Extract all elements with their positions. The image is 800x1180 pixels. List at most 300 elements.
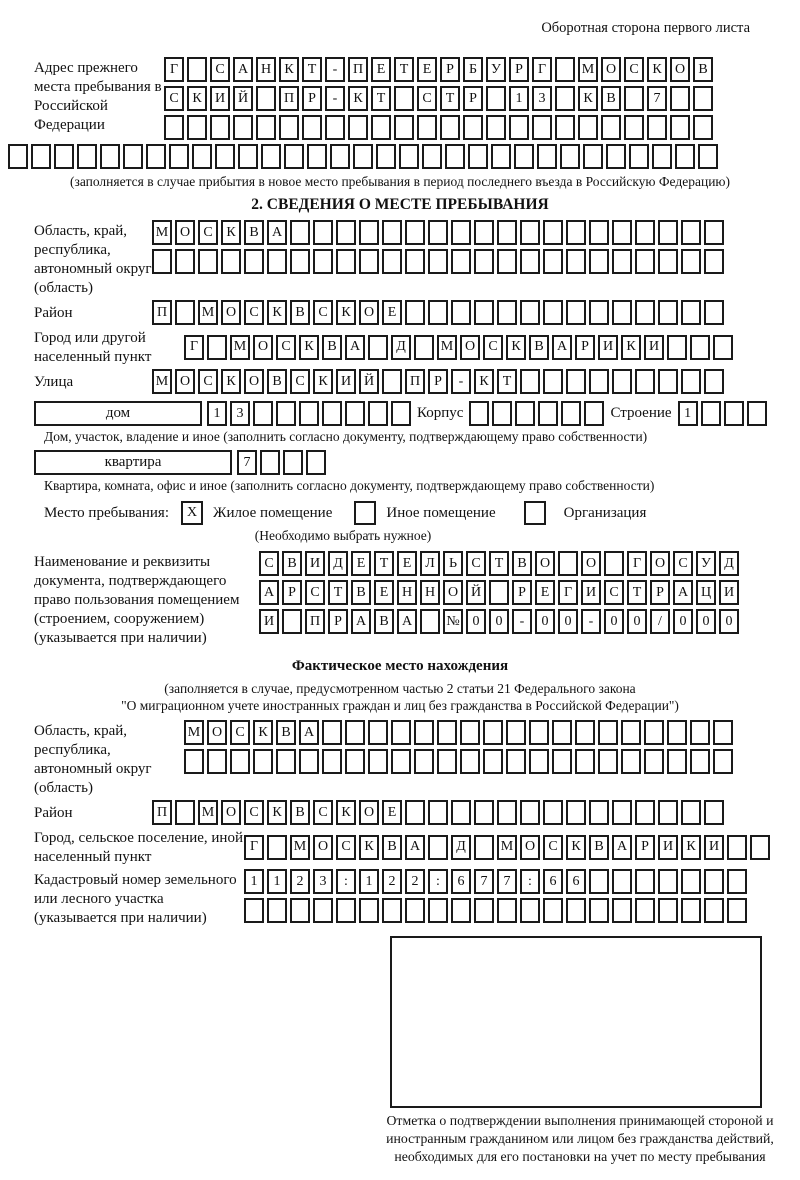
char-cell[interactable] bbox=[215, 144, 235, 169]
char-cell[interactable] bbox=[256, 86, 276, 111]
char-cell[interactable]: В bbox=[290, 800, 310, 825]
char-cell[interactable]: М bbox=[497, 835, 517, 860]
char-cell[interactable] bbox=[437, 749, 457, 774]
char-cell[interactable] bbox=[598, 749, 618, 774]
char-cell[interactable]: П bbox=[152, 800, 172, 825]
char-cell[interactable]: С bbox=[604, 580, 624, 605]
char-cell[interactable]: Й bbox=[233, 86, 253, 111]
char-cell[interactable] bbox=[538, 401, 558, 426]
char-cell[interactable] bbox=[552, 749, 572, 774]
char-cell[interactable] bbox=[336, 898, 356, 923]
char-cell[interactable] bbox=[307, 144, 327, 169]
char-cell[interactable] bbox=[589, 220, 609, 245]
char-cell[interactable] bbox=[394, 115, 414, 140]
char-cell[interactable] bbox=[612, 369, 632, 394]
char-cell[interactable] bbox=[750, 835, 770, 860]
char-cell[interactable]: А bbox=[351, 609, 371, 634]
char-cell[interactable] bbox=[704, 369, 724, 394]
char-cell[interactable] bbox=[394, 86, 414, 111]
char-cell[interactable] bbox=[690, 720, 710, 745]
char-cell[interactable]: С bbox=[198, 220, 218, 245]
char-cell[interactable] bbox=[658, 369, 678, 394]
char-cell[interactable] bbox=[566, 249, 586, 274]
char-cell[interactable] bbox=[192, 144, 212, 169]
char-cell[interactable]: К bbox=[348, 86, 368, 111]
char-cell[interactable] bbox=[589, 249, 609, 274]
char-cell[interactable]: - bbox=[581, 609, 601, 634]
char-cell[interactable] bbox=[474, 300, 494, 325]
char-cell[interactable] bbox=[451, 800, 471, 825]
char-cell[interactable] bbox=[658, 300, 678, 325]
char-cell[interactable]: Т bbox=[489, 551, 509, 576]
char-cell[interactable]: С bbox=[673, 551, 693, 576]
char-cell[interactable]: Ь bbox=[443, 551, 463, 576]
char-cell[interactable]: 0 bbox=[604, 609, 624, 634]
char-cell[interactable]: О bbox=[359, 300, 379, 325]
char-cell[interactable] bbox=[543, 898, 563, 923]
char-cell[interactable] bbox=[612, 300, 632, 325]
char-cell[interactable]: Т bbox=[374, 551, 394, 576]
char-cell[interactable]: 1 bbox=[207, 401, 227, 426]
char-cell[interactable]: 1 bbox=[678, 401, 698, 426]
char-cell[interactable] bbox=[704, 220, 724, 245]
char-cell[interactable] bbox=[31, 144, 51, 169]
char-cell[interactable] bbox=[624, 115, 644, 140]
char-cell[interactable] bbox=[520, 369, 540, 394]
char-cell[interactable]: Т bbox=[371, 86, 391, 111]
char-cell[interactable]: К bbox=[187, 86, 207, 111]
char-cell[interactable]: 6 bbox=[543, 869, 563, 894]
char-cell[interactable]: К bbox=[566, 835, 586, 860]
char-cell[interactable]: А bbox=[345, 335, 365, 360]
char-cell[interactable] bbox=[612, 869, 632, 894]
char-cell[interactable] bbox=[175, 800, 195, 825]
char-cell[interactable] bbox=[681, 249, 701, 274]
char-cell[interactable] bbox=[359, 220, 379, 245]
char-cell[interactable] bbox=[299, 401, 319, 426]
char-cell[interactable] bbox=[670, 115, 690, 140]
char-cell[interactable]: 0 bbox=[696, 609, 716, 634]
char-cell[interactable]: Е bbox=[382, 300, 402, 325]
char-cell[interactable] bbox=[428, 835, 448, 860]
char-cell[interactable]: П bbox=[279, 86, 299, 111]
char-cell[interactable] bbox=[713, 720, 733, 745]
char-cell[interactable] bbox=[460, 720, 480, 745]
char-cell[interactable]: В bbox=[601, 86, 621, 111]
char-cell[interactable]: Р bbox=[428, 369, 448, 394]
char-cell[interactable]: К bbox=[359, 835, 379, 860]
char-cell[interactable] bbox=[713, 749, 733, 774]
char-cell[interactable]: С bbox=[276, 335, 296, 360]
char-cell[interactable] bbox=[598, 720, 618, 745]
char-cell[interactable] bbox=[123, 144, 143, 169]
char-cell[interactable]: В bbox=[693, 57, 713, 82]
char-cell[interactable]: С bbox=[336, 835, 356, 860]
char-cell[interactable] bbox=[353, 144, 373, 169]
char-cell[interactable]: Т bbox=[497, 369, 517, 394]
char-cell[interactable]: Д bbox=[719, 551, 739, 576]
char-cell[interactable]: Т bbox=[302, 57, 322, 82]
char-cell[interactable]: С bbox=[305, 580, 325, 605]
char-cell[interactable]: В bbox=[529, 335, 549, 360]
char-cell[interactable] bbox=[693, 115, 713, 140]
char-cell[interactable] bbox=[437, 720, 457, 745]
char-cell[interactable] bbox=[313, 898, 333, 923]
char-cell[interactable]: 0 bbox=[558, 609, 578, 634]
char-cell[interactable]: М bbox=[152, 369, 172, 394]
char-cell[interactable] bbox=[336, 220, 356, 245]
char-cell[interactable]: О bbox=[253, 335, 273, 360]
char-cell[interactable] bbox=[704, 800, 724, 825]
char-cell[interactable]: Р bbox=[302, 86, 322, 111]
char-cell[interactable]: 7 bbox=[647, 86, 667, 111]
char-cell[interactable] bbox=[621, 749, 641, 774]
char-cell[interactable]: У bbox=[696, 551, 716, 576]
char-cell[interactable]: И bbox=[259, 609, 279, 634]
char-cell[interactable] bbox=[681, 220, 701, 245]
char-cell[interactable]: Д bbox=[328, 551, 348, 576]
char-cell[interactable] bbox=[635, 369, 655, 394]
char-cell[interactable] bbox=[658, 220, 678, 245]
char-cell[interactable]: 0 bbox=[535, 609, 555, 634]
char-cell[interactable] bbox=[486, 115, 506, 140]
char-cell[interactable]: 2 bbox=[290, 869, 310, 894]
char-cell[interactable]: В bbox=[282, 551, 302, 576]
char-cell[interactable] bbox=[451, 220, 471, 245]
char-cell[interactable]: П bbox=[348, 57, 368, 82]
char-cell[interactable] bbox=[681, 369, 701, 394]
char-cell[interactable]: Р bbox=[509, 57, 529, 82]
char-cell[interactable] bbox=[612, 249, 632, 274]
char-cell[interactable]: О bbox=[244, 369, 264, 394]
char-cell[interactable] bbox=[693, 86, 713, 111]
char-cell[interactable]: 3 bbox=[230, 401, 250, 426]
char-cell[interactable]: В bbox=[512, 551, 532, 576]
char-cell[interactable]: 0 bbox=[489, 609, 509, 634]
char-cell[interactable] bbox=[282, 609, 302, 634]
char-cell[interactable]: 0 bbox=[719, 609, 739, 634]
char-cell[interactable]: С bbox=[417, 86, 437, 111]
char-cell[interactable] bbox=[543, 220, 563, 245]
char-cell[interactable] bbox=[704, 898, 724, 923]
char-cell[interactable] bbox=[187, 57, 207, 82]
char-cell[interactable] bbox=[299, 749, 319, 774]
char-cell[interactable] bbox=[635, 220, 655, 245]
char-cell[interactable] bbox=[330, 144, 350, 169]
char-cell[interactable] bbox=[391, 720, 411, 745]
char-cell[interactable] bbox=[451, 898, 471, 923]
char-cell[interactable] bbox=[474, 898, 494, 923]
char-cell[interactable]: Б bbox=[463, 57, 483, 82]
char-cell[interactable] bbox=[701, 401, 721, 426]
char-cell[interactable] bbox=[543, 369, 563, 394]
char-cell[interactable]: / bbox=[650, 609, 670, 634]
char-cell[interactable] bbox=[621, 720, 641, 745]
char-cell[interactable] bbox=[405, 220, 425, 245]
char-cell[interactable]: 1 bbox=[359, 869, 379, 894]
char-cell[interactable]: В bbox=[589, 835, 609, 860]
char-cell[interactable] bbox=[469, 401, 489, 426]
char-cell[interactable]: О bbox=[221, 300, 241, 325]
char-cell[interactable]: К bbox=[221, 220, 241, 245]
char-cell[interactable] bbox=[555, 57, 575, 82]
char-cell[interactable] bbox=[509, 115, 529, 140]
char-cell[interactable]: И bbox=[658, 835, 678, 860]
char-cell[interactable] bbox=[169, 144, 189, 169]
char-cell[interactable]: Г bbox=[244, 835, 264, 860]
char-cell[interactable] bbox=[391, 749, 411, 774]
char-cell[interactable] bbox=[290, 249, 310, 274]
char-cell[interactable] bbox=[681, 800, 701, 825]
char-cell[interactable] bbox=[420, 609, 440, 634]
char-cell[interactable] bbox=[589, 869, 609, 894]
char-cell[interactable]: А bbox=[233, 57, 253, 82]
char-cell[interactable] bbox=[253, 749, 273, 774]
char-cell[interactable] bbox=[290, 898, 310, 923]
char-cell[interactable] bbox=[267, 249, 287, 274]
char-cell[interactable]: Д bbox=[391, 335, 411, 360]
char-cell[interactable] bbox=[261, 144, 281, 169]
char-cell[interactable]: 2 bbox=[405, 869, 425, 894]
char-cell[interactable] bbox=[690, 749, 710, 774]
char-cell[interactable] bbox=[612, 898, 632, 923]
char-cell[interactable] bbox=[558, 551, 578, 576]
char-cell[interactable]: С bbox=[543, 835, 563, 860]
char-cell[interactable]: А bbox=[405, 835, 425, 860]
char-cell[interactable] bbox=[368, 749, 388, 774]
char-cell[interactable]: С bbox=[259, 551, 279, 576]
char-cell[interactable] bbox=[368, 720, 388, 745]
char-cell[interactable]: К bbox=[267, 800, 287, 825]
char-cell[interactable] bbox=[284, 144, 304, 169]
char-cell[interactable]: С bbox=[244, 800, 264, 825]
char-cell[interactable]: М bbox=[230, 335, 250, 360]
char-cell[interactable]: Е bbox=[382, 800, 402, 825]
char-cell[interactable]: М bbox=[184, 720, 204, 745]
char-cell[interactable]: И bbox=[581, 580, 601, 605]
char-cell[interactable]: 1 bbox=[244, 869, 264, 894]
char-cell[interactable] bbox=[566, 898, 586, 923]
char-cell[interactable]: 7 bbox=[237, 450, 257, 475]
char-cell[interactable]: В bbox=[374, 609, 394, 634]
char-cell[interactable]: М bbox=[198, 300, 218, 325]
char-cell[interactable] bbox=[520, 898, 540, 923]
char-cell[interactable]: У bbox=[486, 57, 506, 82]
char-cell[interactable] bbox=[612, 220, 632, 245]
char-cell[interactable] bbox=[658, 898, 678, 923]
char-cell[interactable]: Й bbox=[359, 369, 379, 394]
char-cell[interactable] bbox=[276, 401, 296, 426]
char-cell[interactable]: В bbox=[351, 580, 371, 605]
char-cell[interactable]: Й bbox=[466, 580, 486, 605]
char-cell[interactable]: : bbox=[336, 869, 356, 894]
char-cell[interactable]: А bbox=[612, 835, 632, 860]
char-cell[interactable] bbox=[483, 720, 503, 745]
char-cell[interactable]: С bbox=[466, 551, 486, 576]
char-cell[interactable]: И bbox=[704, 835, 724, 860]
char-cell[interactable] bbox=[667, 335, 687, 360]
char-cell[interactable] bbox=[267, 898, 287, 923]
char-cell[interactable] bbox=[543, 300, 563, 325]
char-cell[interactable]: Д bbox=[451, 835, 471, 860]
char-cell[interactable] bbox=[675, 144, 695, 169]
char-cell[interactable]: П bbox=[305, 609, 325, 634]
char-cell[interactable]: О bbox=[650, 551, 670, 576]
char-cell[interactable] bbox=[391, 401, 411, 426]
char-cell[interactable] bbox=[658, 800, 678, 825]
char-cell[interactable] bbox=[474, 220, 494, 245]
char-cell[interactable] bbox=[267, 835, 287, 860]
char-cell[interactable]: Р bbox=[440, 57, 460, 82]
char-cell[interactable] bbox=[575, 749, 595, 774]
char-cell[interactable] bbox=[489, 580, 509, 605]
char-cell[interactable]: А bbox=[299, 720, 319, 745]
char-cell[interactable] bbox=[583, 144, 603, 169]
char-cell[interactable]: К bbox=[474, 369, 494, 394]
char-cell[interactable] bbox=[279, 115, 299, 140]
char-cell[interactable]: С bbox=[290, 369, 310, 394]
char-cell[interactable] bbox=[382, 369, 402, 394]
char-cell[interactable] bbox=[497, 300, 517, 325]
char-cell[interactable] bbox=[322, 401, 342, 426]
char-cell[interactable]: Г bbox=[164, 57, 184, 82]
char-cell[interactable] bbox=[325, 115, 345, 140]
char-cell[interactable]: О bbox=[443, 580, 463, 605]
char-cell[interactable]: Н bbox=[420, 580, 440, 605]
char-cell[interactable] bbox=[704, 869, 724, 894]
char-cell[interactable]: 1 bbox=[267, 869, 287, 894]
char-cell[interactable]: 0 bbox=[627, 609, 647, 634]
char-cell[interactable]: В bbox=[267, 369, 287, 394]
char-cell[interactable] bbox=[727, 898, 747, 923]
char-cell[interactable] bbox=[658, 249, 678, 274]
char-cell[interactable]: 3 bbox=[313, 869, 333, 894]
char-cell[interactable]: : bbox=[520, 869, 540, 894]
char-cell[interactable] bbox=[561, 401, 581, 426]
char-cell[interactable]: О bbox=[460, 335, 480, 360]
char-cell[interactable] bbox=[474, 249, 494, 274]
char-cell[interactable] bbox=[698, 144, 718, 169]
char-cell[interactable] bbox=[604, 551, 624, 576]
char-cell[interactable] bbox=[566, 369, 586, 394]
char-cell[interactable]: А bbox=[552, 335, 572, 360]
char-cell[interactable]: - bbox=[451, 369, 471, 394]
char-cell[interactable] bbox=[635, 300, 655, 325]
char-cell[interactable] bbox=[560, 144, 580, 169]
char-cell[interactable]: 6 bbox=[451, 869, 471, 894]
char-cell[interactable] bbox=[635, 869, 655, 894]
char-cell[interactable] bbox=[399, 144, 419, 169]
char-cell[interactable] bbox=[359, 249, 379, 274]
char-cell[interactable]: К bbox=[221, 369, 241, 394]
char-cell[interactable] bbox=[667, 749, 687, 774]
char-cell[interactable]: 1 bbox=[509, 86, 529, 111]
char-cell[interactable] bbox=[506, 749, 526, 774]
char-cell[interactable]: Т bbox=[328, 580, 348, 605]
char-cell[interactable] bbox=[230, 749, 250, 774]
char-cell[interactable]: О bbox=[535, 551, 555, 576]
char-cell[interactable]: А bbox=[673, 580, 693, 605]
char-cell[interactable] bbox=[405, 898, 425, 923]
char-cell[interactable]: Е bbox=[371, 57, 391, 82]
char-cell[interactable]: Р bbox=[575, 335, 595, 360]
char-cell[interactable] bbox=[382, 898, 402, 923]
char-cell[interactable] bbox=[515, 401, 535, 426]
char-cell[interactable]: Г bbox=[627, 551, 647, 576]
char-cell[interactable]: № bbox=[443, 609, 463, 634]
char-cell[interactable] bbox=[460, 749, 480, 774]
char-cell[interactable] bbox=[555, 86, 575, 111]
char-cell[interactable] bbox=[644, 749, 664, 774]
char-cell[interactable]: И bbox=[305, 551, 325, 576]
char-cell[interactable] bbox=[575, 720, 595, 745]
char-cell[interactable] bbox=[146, 144, 166, 169]
char-cell[interactable]: И bbox=[719, 580, 739, 605]
char-cell[interactable]: Ц bbox=[696, 580, 716, 605]
char-cell[interactable] bbox=[589, 898, 609, 923]
char-cell[interactable]: : bbox=[428, 869, 448, 894]
char-cell[interactable]: 7 bbox=[474, 869, 494, 894]
char-cell[interactable]: К bbox=[647, 57, 667, 82]
char-cell[interactable] bbox=[589, 369, 609, 394]
char-cell[interactable] bbox=[414, 335, 434, 360]
char-cell[interactable] bbox=[290, 220, 310, 245]
char-cell[interactable] bbox=[345, 401, 365, 426]
char-cell[interactable] bbox=[244, 898, 264, 923]
other-premises-checkbox[interactable] bbox=[354, 501, 376, 525]
char-cell[interactable]: К bbox=[621, 335, 641, 360]
char-cell[interactable]: 6 bbox=[566, 869, 586, 894]
char-cell[interactable] bbox=[428, 898, 448, 923]
char-cell[interactable]: - bbox=[325, 57, 345, 82]
char-cell[interactable]: Р bbox=[282, 580, 302, 605]
char-cell[interactable]: Е bbox=[374, 580, 394, 605]
char-cell[interactable]: Г bbox=[558, 580, 578, 605]
char-cell[interactable]: В bbox=[382, 835, 402, 860]
char-cell[interactable]: В bbox=[322, 335, 342, 360]
char-cell[interactable]: О bbox=[359, 800, 379, 825]
char-cell[interactable] bbox=[382, 249, 402, 274]
char-cell[interactable]: М bbox=[198, 800, 218, 825]
char-cell[interactable] bbox=[405, 800, 425, 825]
char-cell[interactable]: Л bbox=[420, 551, 440, 576]
char-cell[interactable]: О bbox=[520, 835, 540, 860]
char-cell[interactable] bbox=[589, 800, 609, 825]
char-cell[interactable]: И bbox=[644, 335, 664, 360]
char-cell[interactable] bbox=[428, 249, 448, 274]
char-cell[interactable]: М bbox=[437, 335, 457, 360]
char-cell[interactable] bbox=[405, 249, 425, 274]
char-cell[interactable] bbox=[727, 835, 747, 860]
char-cell[interactable]: Р bbox=[635, 835, 655, 860]
char-cell[interactable] bbox=[474, 800, 494, 825]
char-cell[interactable]: Н bbox=[397, 580, 417, 605]
char-cell[interactable] bbox=[184, 749, 204, 774]
char-cell[interactable] bbox=[520, 220, 540, 245]
char-cell[interactable] bbox=[566, 300, 586, 325]
char-cell[interactable] bbox=[77, 144, 97, 169]
char-cell[interactable]: А bbox=[259, 580, 279, 605]
char-cell[interactable]: С bbox=[230, 720, 250, 745]
char-cell[interactable] bbox=[313, 249, 333, 274]
char-cell[interactable]: О bbox=[601, 57, 621, 82]
char-cell[interactable]: О bbox=[313, 835, 333, 860]
char-cell[interactable] bbox=[681, 869, 701, 894]
char-cell[interactable] bbox=[532, 115, 552, 140]
char-cell[interactable]: И bbox=[210, 86, 230, 111]
char-cell[interactable] bbox=[483, 749, 503, 774]
char-cell[interactable] bbox=[414, 720, 434, 745]
